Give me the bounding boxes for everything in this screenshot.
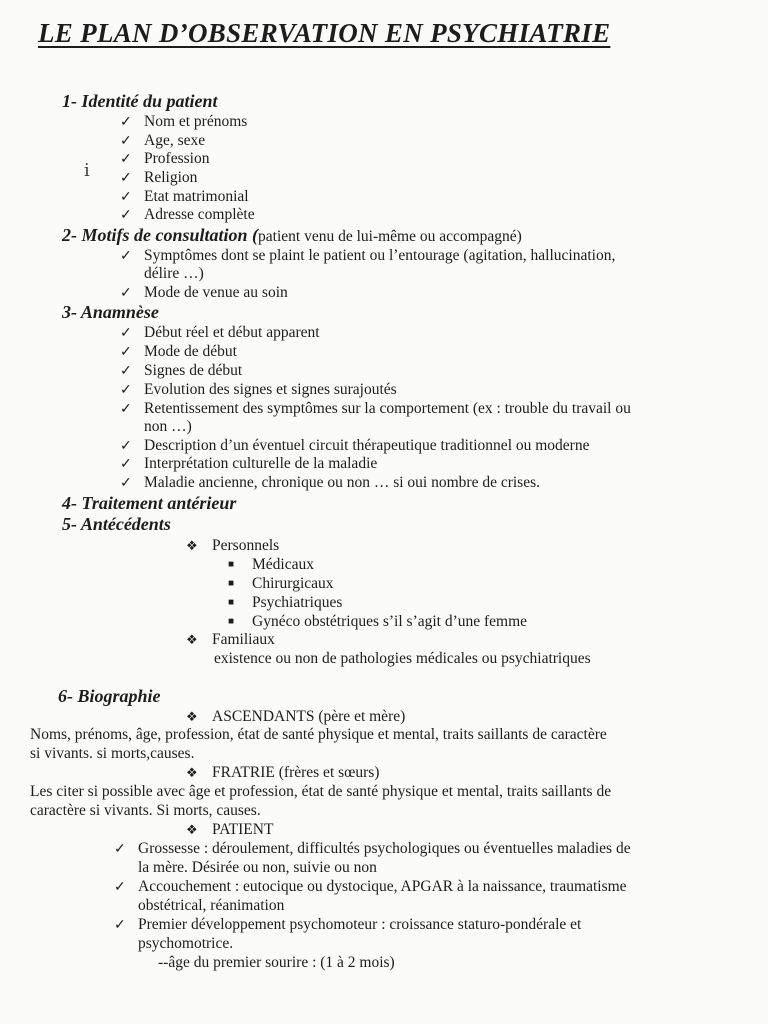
check-mark-icon: ✓ (114, 880, 126, 895)
list-item-continuation: obstétrical, réanimation (138, 897, 285, 914)
list-item: ✓ Etat matrimonial (120, 188, 249, 205)
section-6-heading: 6- Biographie (58, 686, 161, 706)
list-item: ❖ Personnels (186, 537, 280, 554)
list-item: ❖ Familiaux (186, 631, 275, 648)
list-item: ✓ Accouchement : eutocique ou dystocique, APGAR à la naissance, traumatisme (114, 878, 627, 895)
list-item: ■ Psychiatriques (228, 594, 343, 611)
check-mark-icon: ✓ (120, 115, 132, 130)
list-item: ✓ Retentissement des symptômes sur la comportement (ex : trouble du travail ou (120, 400, 631, 417)
list-item: ❖ PATIENT (186, 821, 274, 838)
list-item-continuation: délire …) (144, 265, 204, 282)
paragraph: existence ou non de pathologies médicales ou psychiatriques (214, 650, 591, 667)
four-diamond-bullet-icon: ❖ (186, 822, 198, 837)
section-3-heading: 3- Anamnèse (62, 302, 159, 322)
list-item: ✓ Symptômes dont se plaint le patient ou l’entourage (agitation, hallucination, (120, 247, 616, 264)
four-diamond-bullet-icon: ❖ (186, 709, 198, 724)
list-item: ✓ Profession (120, 150, 210, 167)
square-bullet-icon: ■ (228, 597, 235, 608)
list-item: ■ Chirurgicaux (228, 575, 334, 592)
four-diamond-bullet-icon: ❖ (186, 765, 198, 780)
check-mark-icon: ✓ (120, 345, 132, 360)
list-item: ✓ Signes de début (120, 362, 243, 379)
check-mark-icon: ✓ (120, 190, 132, 205)
list-item: ✓ Nom et prénoms (120, 113, 248, 130)
square-bullet-icon: ■ (228, 616, 235, 627)
list-item: ✓ Début réel et début apparent (120, 324, 320, 341)
check-mark-icon: ✓ (120, 249, 132, 264)
paragraph-line: si vivants. si morts,causes. (30, 745, 195, 762)
check-mark-icon: ✓ (114, 918, 126, 933)
check-mark-icon: ✓ (120, 457, 132, 472)
square-bullet-icon: ■ (228, 578, 235, 589)
section-2-heading: 2- Motifs de consultation (patient venu de lui-même ou accompagné) (62, 225, 522, 245)
section-1-heading: 1- Identité du patient (62, 91, 218, 111)
list-item: ■ Médicaux (228, 556, 314, 573)
list-item-continuation: psychomotrice. (138, 935, 234, 952)
handwritten-mark-icon: ⅰ (84, 160, 90, 180)
paragraph-line: Les citer si possible avec âge et profession, état de santé physique et mental, traits saillants de (30, 783, 612, 800)
check-mark-icon: ✓ (114, 842, 126, 857)
list-item: ✓ Religion (120, 169, 198, 186)
check-mark-icon: ✓ (120, 208, 132, 223)
paragraph-line: --âge du premier sourire : (1 à 2 mois) (158, 954, 395, 971)
check-mark-icon: ✓ (120, 402, 132, 417)
list-item: ❖ ASCENDANTS (père et mère) (186, 708, 406, 725)
check-mark-icon: ✓ (120, 476, 132, 491)
check-mark-icon: ✓ (120, 383, 132, 398)
check-mark-icon: ✓ (120, 286, 132, 301)
square-bullet-icon: ■ (228, 559, 235, 570)
list-item: ✓ Age, sexe (120, 132, 206, 149)
section-4-heading: 4- Traitement antérieur (62, 493, 237, 513)
list-item: ■ Gynéco obstétriques s’il s’agit d’une femme (228, 613, 528, 630)
check-mark-icon: ✓ (120, 134, 132, 149)
check-mark-icon: ✓ (120, 152, 132, 167)
paragraph-line: Noms, prénoms, âge, profession, état de santé physique et mental, traits saillants de caractère (30, 726, 607, 743)
list-item: ❖ FRATRIE (frères et sœurs) (186, 764, 380, 781)
check-mark-icon: ✓ (120, 439, 132, 454)
paragraph-line: caractère si vivants. Si morts, causes. (30, 802, 261, 819)
four-diamond-bullet-icon: ❖ (186, 632, 198, 647)
list-item: ✓ Maladie ancienne, chronique ou non … si oui nombre de crises. (120, 474, 540, 491)
list-item-continuation: la mère. Désirée ou non, suivie ou non (138, 859, 377, 876)
check-mark-icon: ✓ (120, 171, 132, 186)
list-item: ✓ Mode de début (120, 343, 237, 360)
list-item-continuation: non …) (144, 418, 192, 435)
four-diamond-bullet-icon: ❖ (186, 538, 198, 553)
list-item: ✓ Grossesse : déroulement, difficultés psychologiques ou éventuelles maladies de (114, 840, 631, 857)
list-item: ✓ Evolution des signes et signes surajoutés (120, 381, 397, 398)
check-mark-icon: ✓ (120, 364, 132, 379)
section-5-heading: 5- Antécédents (62, 514, 171, 534)
list-item: ✓ Description d’un éventuel circuit thérapeutique traditionnel ou moderne (120, 437, 590, 454)
page-title: LE PLAN D’OBSERVATION EN PSYCHIATRIE (38, 18, 611, 48)
list-item: ✓ Interprétation culturelle de la maladie (120, 455, 378, 472)
check-mark-icon: ✓ (120, 326, 132, 341)
list-item: ✓ Premier développement psychomoteur : croissance staturo-pondérale et (114, 916, 582, 933)
list-item: ✓ Adresse complète (120, 206, 255, 223)
list-item: ✓ Mode de venue au soin (120, 284, 288, 301)
